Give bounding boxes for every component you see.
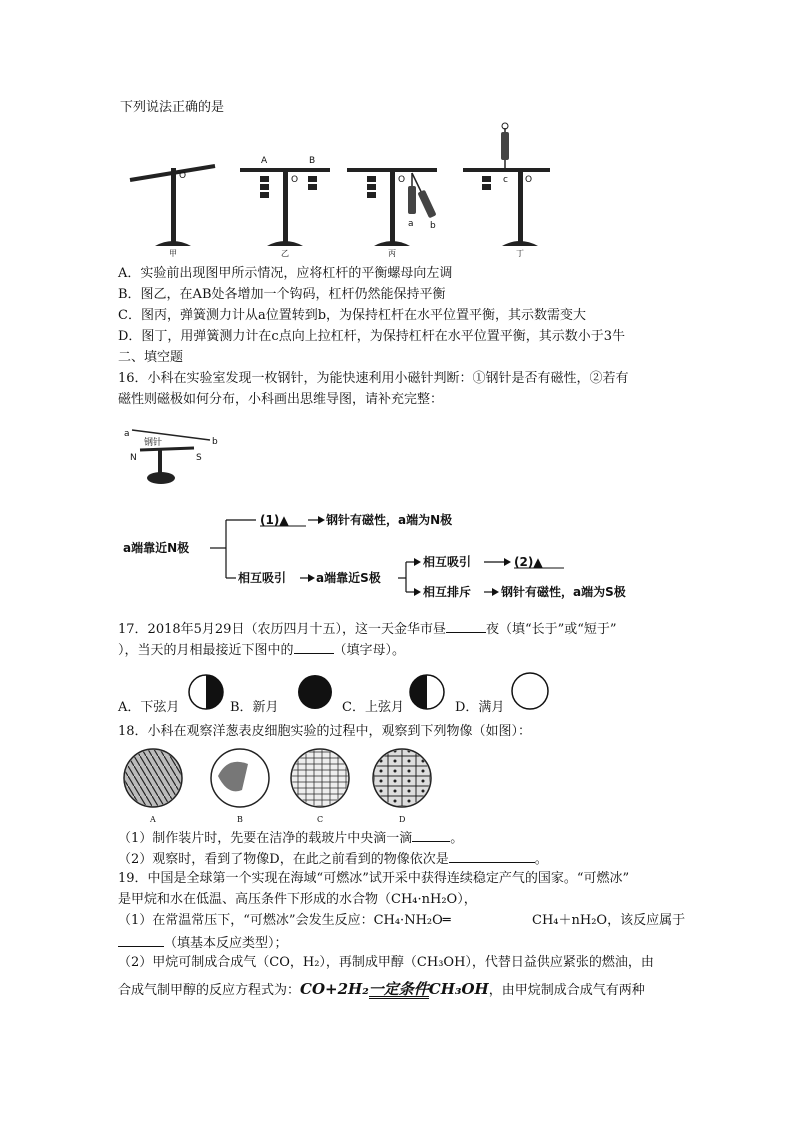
blank-image-order[interactable] <box>449 849 535 863</box>
svg-text:B: B <box>237 815 243 824</box>
mm-root: a端靠近N极 <box>123 541 190 555</box>
equation-rhs: CH₃OH <box>428 980 489 998</box>
mind-map <box>118 500 678 610</box>
moon-waxing-icon <box>408 673 446 711</box>
svg-text:a: a <box>124 429 130 439</box>
section-title: 二、填空题 <box>118 350 184 365</box>
q15-option-b: B．图乙，在AB处各增加一个钩码，杠杆仍然能保持平衡 <box>118 287 446 302</box>
svg-text:a: a <box>408 219 414 229</box>
svg-text:A: A <box>261 156 268 166</box>
svg-text:b: b <box>430 221 436 231</box>
svg-text:N: N <box>130 453 137 463</box>
q17-line2: ），当天的月相最接近下图中的 （填字母）。 <box>118 640 405 660</box>
q19-line6: 合成气制甲醇的反应方程式为：CO+2H₂一定条件CH₃OH，由甲烷制成合成气有两种 <box>118 980 645 998</box>
svg-text:O: O <box>398 175 406 185</box>
q19-line2: 是甲烷和水在低温、高压条件下形成的水合物（CH₄·nH₂O）， <box>118 892 477 907</box>
q19-line4: （填基本反应类型）； <box>118 933 288 953</box>
blank-liquid[interactable] <box>412 828 450 842</box>
onion-cells-figure <box>122 746 442 824</box>
mm-blank2: (2)▲ <box>514 555 543 569</box>
equation-condition: 一定条件 <box>368 980 429 998</box>
caption-yi: 乙 <box>281 249 289 258</box>
moon-option-d: D．满月 <box>455 700 505 715</box>
svg-text:钢针: 钢针 <box>144 438 163 448</box>
q16-line1: 16．小科在实验室发现一枚钢针，为能快速利用小磁针判断：①钢针是否有磁性，②若有 <box>118 371 629 386</box>
svg-text:S: S <box>196 453 202 463</box>
moon-waning-icon <box>187 673 225 711</box>
caption-jia: 甲 <box>169 249 177 258</box>
svg-text:c: c <box>503 175 508 185</box>
q15-option-a: A．实验前出现图甲所示情况，应将杠杆的平衡螺母向左调 <box>118 266 453 281</box>
q18-line1: 18．小科在观察洋葱表皮细胞实验的过程中，观察到下列物像（如图）： <box>118 724 532 739</box>
q19-line5: （2）甲烷可制成合成气（CO，H₂），再制成甲醇（CH₃OH），代替日益供应紧张的燃油，由 <box>118 955 654 970</box>
q19-line3a: （1）在常温常压下，“可燃冰”会发生反应：CH₄·NH₂O═ <box>118 913 451 928</box>
svg-text:C: C <box>317 815 324 824</box>
moon-option-a: A．下弦月 <box>118 700 180 715</box>
mm-result2: 钢针有磁性，a端为S极 <box>501 585 626 599</box>
blank-day-night[interactable] <box>446 619 486 633</box>
svg-text:O: O <box>525 175 533 185</box>
q15-option-c: C．图丙，弹簧测力计从a位置转到b，为保持杠杆在水平位置平衡，其示数需变大 <box>118 308 587 323</box>
needle-figure <box>118 420 228 490</box>
q18-sub2: （2）观察时，看到了物像D，在此之前看到的物像依次是 。 <box>118 849 548 869</box>
mm-mid: a端靠近S极 <box>316 571 381 585</box>
moon-option-b: B．新月 <box>230 700 279 715</box>
moon-full-icon <box>510 671 550 711</box>
mm-result1: 钢针有磁性，a端为N极 <box>326 513 453 527</box>
q17-line1: 17．2018年5月29日（农历四月十五），这一天金华市昼 夜（填“长于”或“短于” <box>118 619 617 639</box>
moon-new-icon <box>296 673 334 711</box>
lever-figure <box>125 118 550 260</box>
lever-bing <box>347 170 437 258</box>
svg-text:O: O <box>291 175 299 185</box>
lever-yi <box>240 156 330 258</box>
q15-stem: 下列说法正确的是 <box>120 100 225 115</box>
q18-sub1: （1）制作装片时，先要在洁净的载玻片中央滴一滴 。 <box>118 828 463 848</box>
blank-moon-phase[interactable] <box>294 640 334 654</box>
mm-attract: 相互吸引 <box>238 571 287 585</box>
q19-line1: 19．中国是全球第一个实现在海域“可燃冰”试开采中获得连续稳定产气的国家。“可燃冰” <box>118 871 630 886</box>
lever-ding <box>463 123 550 258</box>
caption-ding: 丁 <box>516 249 524 258</box>
q16-line2: 磁性则磁极如何分布，小科画出思维导图，请补充完整： <box>118 392 444 407</box>
svg-text:b: b <box>212 437 218 447</box>
q15-option-d: D．图丁，用弹簧测力计在c点向上拉杠杆，为保持杠杆在水平位置平衡，其示数小于3牛 <box>118 329 625 344</box>
moon-option-c: C．上弦月 <box>342 700 404 715</box>
svg-text:A: A <box>150 815 156 824</box>
svg-text:D: D <box>399 815 406 824</box>
svg-text:B: B <box>309 156 316 166</box>
q19-line3b: CH₄＋nH₂O，该反应属于 <box>532 913 686 928</box>
blank-reaction-type[interactable] <box>118 933 164 947</box>
equation-lhs: CO+2H₂ <box>300 980 369 998</box>
svg-text:O: O <box>179 171 187 181</box>
mm-attract2: 相互吸引 <box>423 555 472 569</box>
mm-blank1: (1)▲ <box>260 513 289 527</box>
mm-repel: 相互排斥 <box>423 585 472 599</box>
lever-jia <box>130 166 215 258</box>
caption-bing: 丙 <box>388 249 396 258</box>
